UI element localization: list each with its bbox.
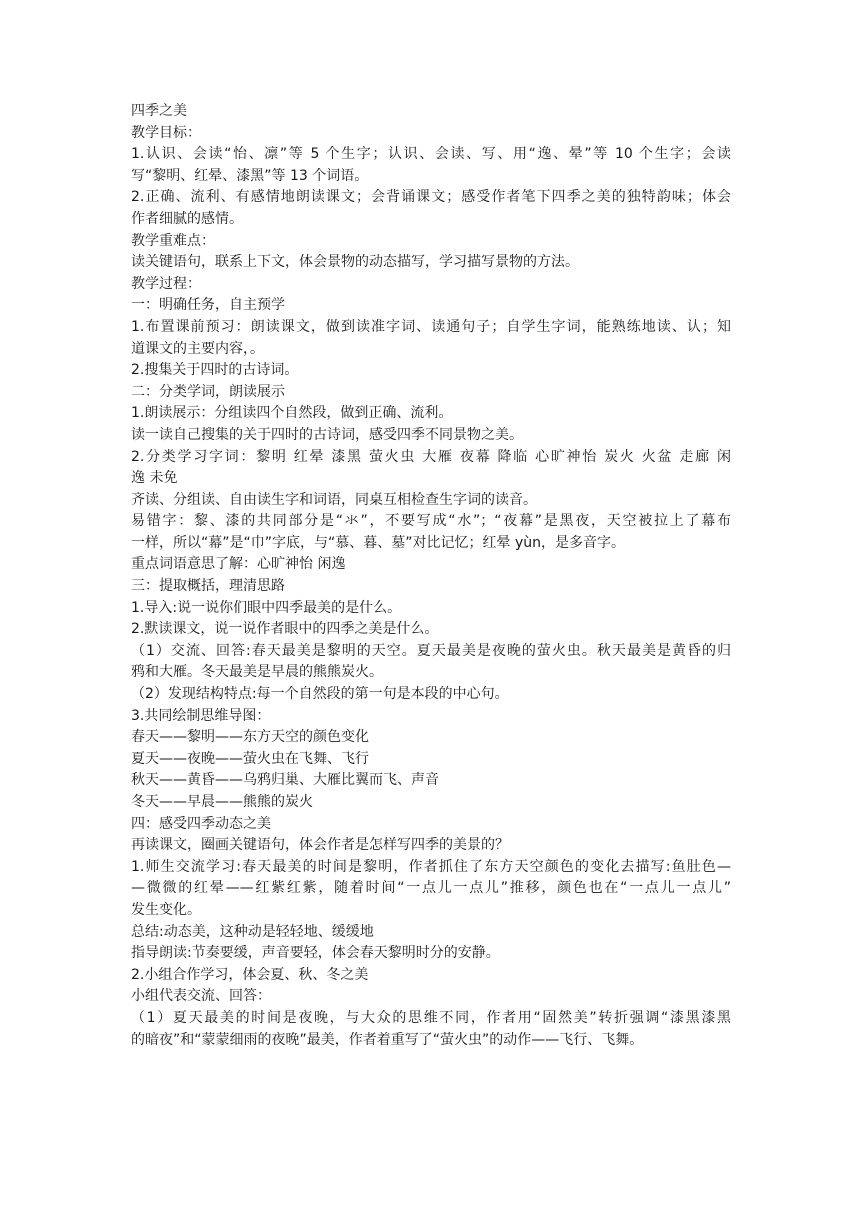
document-line: 2.默读课文，说一说作者眼中的四季之美是什么。	[131, 621, 439, 638]
document-line: 易错字：黎、漆的共同部分是“氺”，不要写成“水”；“夜幕”是黑夜，天空被拉上了幕布	[131, 513, 731, 530]
document-line: 一样，所以“幕”是“巾”字底，与“慕、暮、墓”对比记忆；红晕 yùn，是多音字。	[131, 534, 625, 551]
document-line: 读一读自己搜集的关于四时的古诗词，感受四季不同景物之美。	[131, 426, 523, 443]
document-line: 总结:动态美，这种动是轻轻地、缓缓地	[131, 923, 374, 940]
document-line: 小组代表交流、回答：	[131, 988, 271, 1005]
document-line: 三：提取概括，理清思路	[131, 578, 285, 595]
document-line: 指导朗读:节奏要缓，声音要轻，体会春天黎明时分的安静。	[131, 945, 500, 962]
document-line: 齐读、分组读、自由读生字和词语，同桌互相检查生字词的读音。	[131, 491, 537, 508]
document-line: 春天——黎明——东方天空的颜色变化	[131, 729, 369, 746]
document-line: 四：感受四季动态之美	[131, 815, 271, 832]
document-line: 冬天——早晨——熊熊的炭火	[131, 794, 313, 810]
document-line: 道课文的主要内容，。	[131, 340, 264, 357]
document-line: 教学过程：	[131, 275, 201, 292]
document-line: 二：分类学词，朗读展示	[131, 383, 285, 400]
document-line: 2.小组合作学习，体会夏、秋、冬之美	[131, 966, 369, 983]
document-line: 夏天——夜晚——萤火虫在飞舞、飞行	[131, 750, 369, 767]
document-line: 1.导入:说一说你们眼中四季最美的是什么。	[131, 599, 402, 616]
document-line: 重点词语意思了解：心旷神怡 闲逸	[131, 556, 346, 573]
document-line: 1.师生交流学习:春天最美的时间是黎明，作者抓住了东方天空颜色的变化去描写:鱼肚色—	[131, 858, 731, 875]
document-line: 1.朗读展示：分组读四个自然段，做到正确、流利。	[131, 405, 453, 422]
document-line: 写“黎明、红晕、漆黑”等 13 个词语。	[131, 167, 369, 184]
document-line: 读关键语句，联系上下文，体会景物的动态描写，学习描写景物的方法。	[131, 254, 579, 271]
document-line: 2.正确、流利、有感情地朗读课文；会背诵课文；感受作者笔下四季之美的独特韵味；体会	[131, 189, 731, 206]
document-line: 教学重难点：	[131, 232, 215, 249]
document-line: 鸦和大雁。冬天最美是早晨的熊熊炭火。	[131, 664, 383, 681]
document-line: 教学目标：	[131, 124, 201, 141]
document-page	[131, 101, 731, 1051]
document-line: 2.分类学习字词：黎明 红晕 漆黑 萤火虫 大雁 夜幕 降临 心旷神怡 炭火 火盆 走廊 闲	[131, 448, 731, 465]
document-line: 作者细腻的感情。	[131, 210, 243, 227]
document-line: 秋天——黄昏——乌鸦归巢、大雁比翼而飞、声音	[131, 772, 439, 789]
document-line: 一：明确任务，自主预学	[131, 297, 285, 314]
document-line: （1）夏天最美的时间是夜晚，与大众的思维不同，作者用“固然美”转折强调“漆黑漆黑	[131, 1009, 731, 1026]
document-line: —微微的红晕——红紫红紫，随着时间“一点儿一点儿”推移，颜色也在“一点儿一点儿”	[131, 880, 731, 897]
document-line: 1.认识、会读“怡、凛”等 5 个生字；认识、会读、写、用“逸、晕”等 10 个生字；会读	[131, 146, 731, 163]
document-line: 的暗夜”和“蒙蒙细雨的夜晚”最美，作者着重写了“萤火虫”的动作——飞行、飞舞。	[131, 1031, 644, 1048]
document-line: 2.搜集关于四时的古诗词。	[131, 362, 299, 379]
document-line: （2）发现结构特点:每一个自然段的第一句是本段的中心句。	[131, 686, 509, 703]
document-line: 发生变化。	[131, 901, 201, 918]
document-line: 再读课文，圈画关键语句，体会作者是怎样写四季的美景的？	[131, 837, 509, 854]
document-line: 1.布置课前预习：朗读课文，做到读准字词、读通句子；自学生字词，能熟练地读、认；知	[131, 318, 731, 335]
document-line: （1）交流、回答:春天最美是黎明的天空。夏天最美是夜晚的萤火虫。秋天最美是黄昏的归	[131, 642, 731, 659]
document-line: 逸 未免	[131, 470, 178, 487]
document-line: 3.共同绘制思维导图：	[131, 707, 271, 724]
document-line: 四季之美	[131, 103, 187, 119]
